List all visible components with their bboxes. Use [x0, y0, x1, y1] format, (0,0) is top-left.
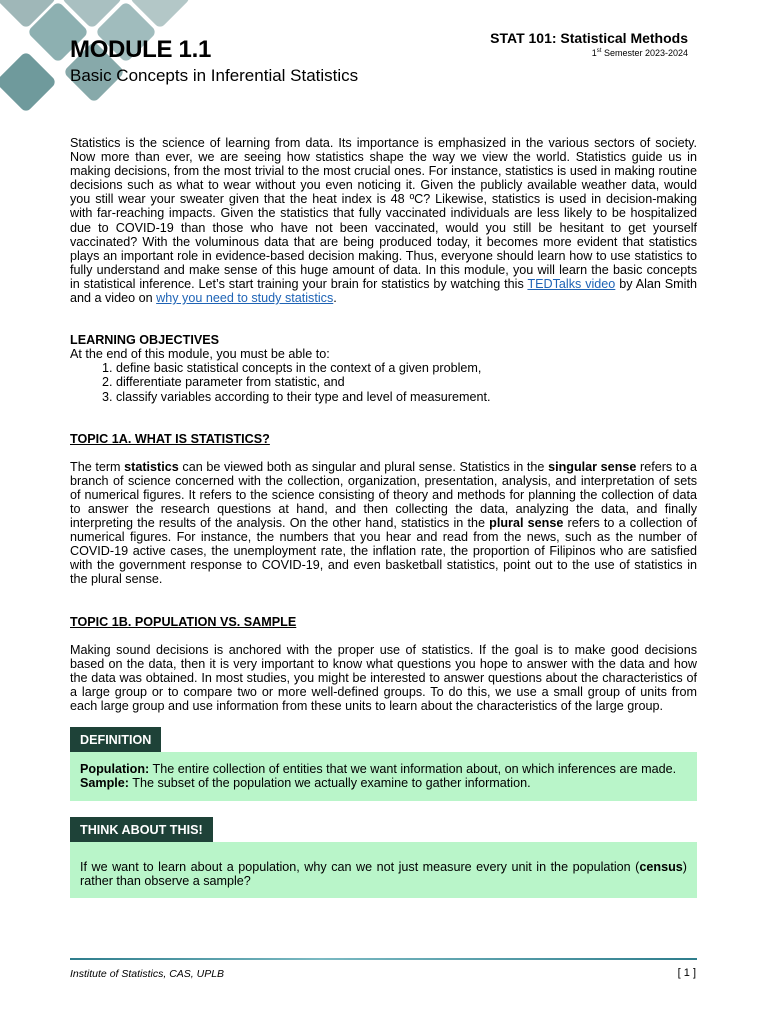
think-text: If we want to learn about a population, why can we not just measure every unit in the population ( [80, 860, 640, 875]
semester-text: Semester 2023-2024 [601, 48, 688, 58]
definition-box [70, 727, 697, 801]
intro-text: by Alan Smith and a video on [70, 276, 697, 306]
think-text: ) rather than observe a sample? [80, 860, 687, 889]
population-term: Population: [80, 762, 150, 777]
topic-text: can be viewed both as singular and plural sense. Statistics in the [178, 459, 549, 474]
objective-item: 2. differentiate parameter from statistic, and [116, 375, 697, 389]
intro-text: . [333, 291, 337, 306]
semester-number: 1 [591, 48, 597, 58]
topic-text: refers to a collection of numerical figures. For instance, the numbers that you hear and read from the news, such as the number of COVID-19 active cases, the unemployment rate, the inflation rate, the proportion of Filipinos who are satisfied with the government response to COVID-19, and even basketball statistics, point out to the use of statistics in the plural sense. [70, 516, 697, 587]
think-content [70, 842, 697, 898]
term-census: census [639, 860, 683, 875]
topic-1a-heading: TOPIC 1A. WHAT IS STATISTICS? [70, 431, 270, 446]
think-question [80, 860, 687, 888]
decor-diamond [0, 51, 57, 113]
objectives-list [70, 361, 697, 403]
topic-1a-paragraph [70, 460, 697, 587]
objectives-heading: LEARNING OBJECTIVES [70, 333, 220, 348]
topic-1b-heading: TOPIC 1B. POPULATION VS. SAMPLE [70, 614, 297, 629]
intro-text: Statistics is the science of learning from data. Its importance is emphasized in the various sectors of society. Now more than ever, we are seeing how statistics shape the way we view the world. Statistics guide us in making decisions, from the most trivial to the most crucial ones. For instance, statistics is used in making routine decisions such as what to wear without you even noticing it. Given the publicly available weather data, would you still wear your sweater given that the heat index is 48 ºC? Likewise, statistics is used in decision-making with far-reaching impacts. Given the statistics that fully vaccinated individuals are less likely to be hospitalized due to COVID-19 than those who have not been vaccinated, would you still be hesitant to get yourself vaccinated? With the voluminous data that are being produced today, it becomes more evident that statistics plays an important role in evidence-based decision making. Thus, everyone should learn how to use statistics to fully understand and make sense of this huge amount of data. In this module, you will learn the basic concepts in statistical inference. Let’s start training your brain for statistics by watching this [70, 136, 697, 291]
term-singular-sense: singular sense [548, 459, 637, 474]
main-content [70, 136, 697, 898]
course-info [490, 30, 688, 58]
think-box [70, 817, 697, 898]
topic-text: The term [70, 459, 125, 474]
topic-text: refers to a branch of science concerned with the collection, organization, presentation, analysis, and interpretation of sets of numerical figures. It refers to the science consisting of theory and methods for planning the collection of data to answer the research questions at hand, and then collecting the data, analyzing the data, and finally interpreting the results of the analysis. On the other hand, statistics in the [70, 459, 697, 531]
page-number: [ 1 ] [677, 967, 696, 979]
footer-institute: Institute of Statistics, CAS, UPLB [70, 968, 225, 980]
footer-rule [70, 958, 697, 960]
learning-objectives [70, 333, 697, 403]
intro-paragraph [70, 136, 697, 305]
term-plural-sense: plural sense [489, 516, 564, 531]
term-statistics: statistics [124, 459, 179, 474]
definition-content [70, 752, 697, 801]
population-text: The entire collection of entities that we want information about, on which inferences are made. [149, 762, 677, 777]
sample-text: The subset of the population we actually examine to gather information. [129, 776, 531, 791]
sample-term: Sample: [80, 776, 129, 791]
module-title: MODULE 1.1 [70, 36, 212, 63]
think-label: THINK ABOUT THIS! [70, 817, 213, 842]
study-statistics-link[interactable]: why you need to study statistics [156, 291, 334, 306]
tedtalks-link[interactable]: TEDTalks video [527, 276, 616, 291]
module-subtitle: Basic Concepts in Inferential Statistics [70, 66, 359, 85]
sample-definition [80, 776, 687, 790]
objective-item: 3. classify variables according to their type and level of measurement. [116, 390, 697, 404]
semester [490, 48, 688, 58]
semester-sup: st [596, 48, 602, 54]
definition-label: DEFINITION [70, 727, 161, 752]
course-title: STAT 101: Statistical Methods [490, 30, 688, 46]
objective-item: 1. define basic statistical concepts in the context of a given problem, [116, 361, 697, 375]
topic-1b-paragraph: Making sound decisions is anchored with the proper use of statistics. If the goal is to make good decisions based on the data, then it is very important to know what questions you hope to answer with the data and how the data was obtained. In most studies, you might be interested to answer questions about the characteristics of a large group or to compare two or more well-defined groups. To do this, we use a small group of units from each large group and use information from these units to learn about the characteristics of the large group. [70, 642, 697, 713]
population-definition [80, 762, 687, 776]
objectives-lead: At the end of this module, you must be able to: [70, 347, 330, 362]
